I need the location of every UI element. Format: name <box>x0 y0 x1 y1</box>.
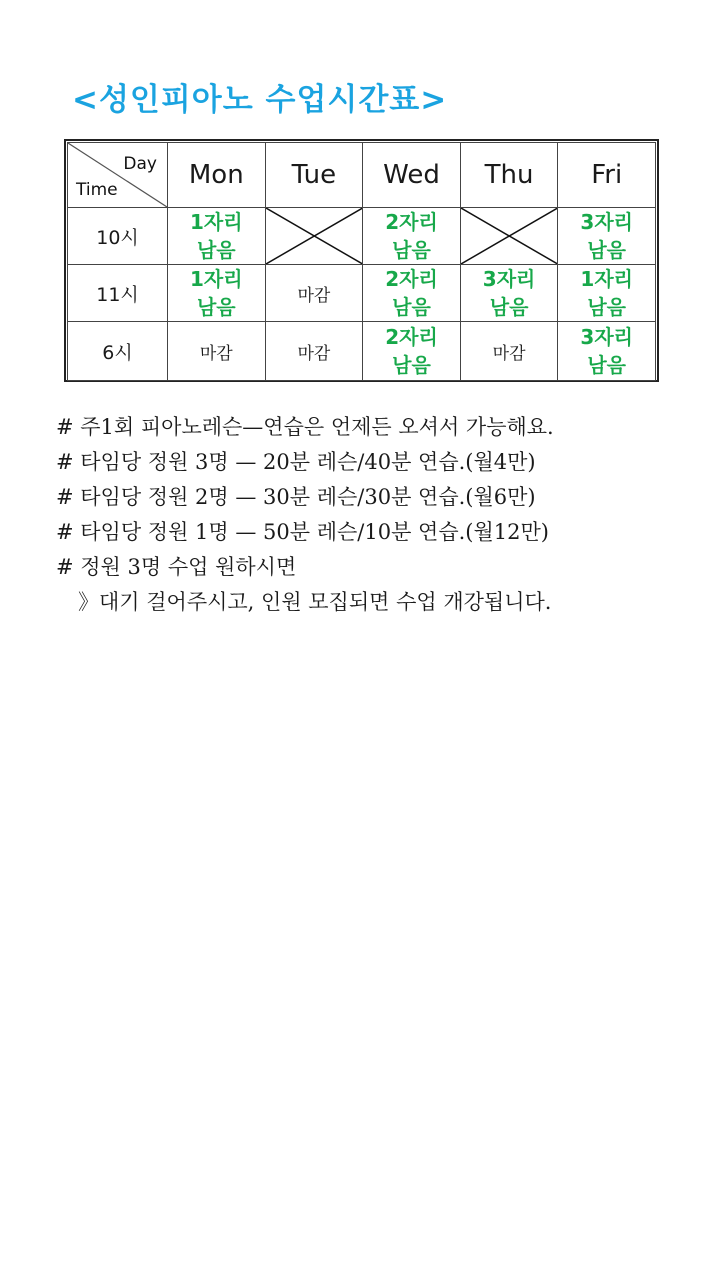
seat-availability <box>363 323 460 379</box>
seat-remaining-text: 남음 <box>196 238 236 262</box>
note-line: # 타임당 정원 3명 — 20분 레슨/40분 연습.(월4만) <box>56 450 536 474</box>
note-line: # 정원 3명 수업 원하시면 <box>56 555 297 579</box>
schedule-header-row <box>68 143 656 208</box>
seat-available-cell-wed <box>363 265 461 322</box>
seat-available-cell-fri <box>558 265 656 322</box>
seat-available-cell-fri <box>558 208 656 265</box>
day-header-mon: Mon <box>168 143 266 208</box>
note-line: # 주1회 피아노레슨—연습은 언제든 오셔서 가능해요. <box>56 415 554 439</box>
seat-remaining-text: 남음 <box>392 353 431 377</box>
seat-remaining-text: 남음 <box>587 238 626 262</box>
time-slot-label: 11시 <box>68 265 168 322</box>
seat-availability <box>558 323 655 379</box>
seat-count-text: 3자리 <box>580 325 633 349</box>
day-header-fri: Fri <box>558 143 656 208</box>
seat-availability <box>558 208 655 264</box>
cross-mark-icon <box>461 208 558 264</box>
seat-available-cell-wed <box>363 322 461 381</box>
closed-cell-thu: 마감 <box>460 322 558 381</box>
seat-available-cell-wed <box>363 208 461 265</box>
seat-count-text: 3자리 <box>482 267 536 291</box>
seat-remaining-text: 남음 <box>587 353 626 377</box>
corner-time-label: Time <box>76 180 118 200</box>
seat-available-cell-mon <box>168 208 266 265</box>
time-slot-label: 10시 <box>68 208 168 265</box>
seat-availability <box>558 265 655 321</box>
seat-remaining-text: 남음 <box>587 295 626 319</box>
seat-count-text: 2자리 <box>385 267 438 291</box>
day-header-wed: Wed <box>363 143 461 208</box>
unavailable-cell-tue <box>265 208 363 265</box>
closed-cell-tue: 마감 <box>265 265 363 322</box>
day-header-tue: Tue <box>265 143 363 208</box>
corner-cell <box>68 143 168 208</box>
seat-count-text: 3자리 <box>580 210 633 234</box>
corner-day-label: Day <box>123 154 157 174</box>
seat-count-text: 2자리 <box>385 210 438 234</box>
seat-remaining-text: 남음 <box>196 295 236 319</box>
seat-remaining-text: 남음 <box>392 295 431 319</box>
day-header-thu: Thu <box>460 143 558 208</box>
unavailable-cell-thu <box>460 208 558 265</box>
seat-remaining-text: 남음 <box>392 238 431 262</box>
seat-availability <box>168 265 265 321</box>
seat-available-cell-thu <box>460 265 558 322</box>
closed-cell-mon: 마감 <box>168 322 266 381</box>
note-line: # 타임당 정원 2명 — 30분 레슨/30분 연습.(월6만) <box>56 485 536 509</box>
seat-count-text: 1자리 <box>190 210 243 234</box>
schedule-row <box>68 208 656 265</box>
seat-availability <box>461 265 558 321</box>
seat-availability <box>363 208 460 264</box>
seat-count-text: 1자리 <box>190 267 243 291</box>
note-line: # 타임당 정원 1명 — 50분 레슨/10분 연습.(월12만) <box>56 520 549 544</box>
notes-section <box>56 410 706 620</box>
seat-count-text: 2자리 <box>385 325 438 349</box>
note-line: 》대기 걸어주시고, 인원 모집되면 수업 개강됩니다. <box>78 590 552 614</box>
seat-available-cell-mon <box>168 265 266 322</box>
schedule-row <box>68 322 656 381</box>
seat-availability <box>363 265 460 321</box>
seat-available-cell-fri <box>558 322 656 381</box>
schedule-row <box>68 265 656 322</box>
seat-availability <box>168 208 265 264</box>
seat-count-text: 1자리 <box>580 267 633 291</box>
cross-mark-icon <box>266 208 363 264</box>
schedule-table <box>64 139 659 382</box>
time-slot-label: 6시 <box>68 322 168 381</box>
page-title: <성인피아노 수업시간표> <box>72 82 448 118</box>
seat-remaining-text: 남음 <box>489 295 529 319</box>
closed-cell-tue: 마감 <box>265 322 363 381</box>
